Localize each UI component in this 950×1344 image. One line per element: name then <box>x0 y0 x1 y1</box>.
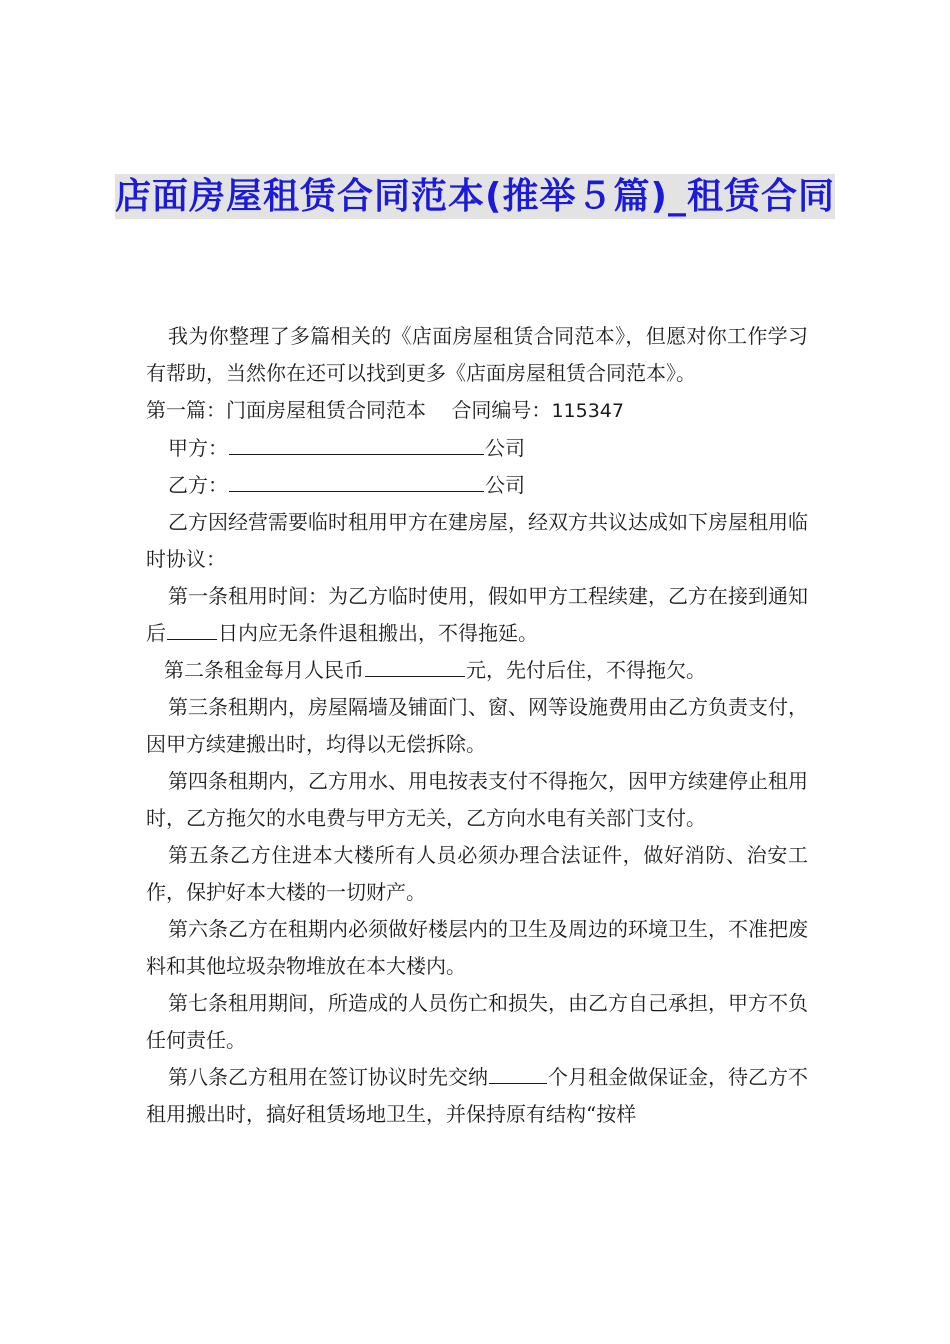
party-b-blank <box>229 469 484 492</box>
contract-number: 115347 <box>551 400 624 422</box>
clause-2-blank <box>365 654 465 677</box>
document-body <box>146 318 808 1133</box>
contract-number-label: 合同编号： <box>451 398 552 422</box>
section-heading: 第一篇：门面房屋租赁合同范本 <box>146 398 426 422</box>
party-a-suffix: 公司 <box>485 436 525 460</box>
clause-6: 第六条乙方在租期内必须做好楼层内的卫生及周边的环境卫生，不准把废料和其他垃圾杂物堆放在本大楼内。 <box>146 917 808 978</box>
clause-2 <box>146 652 808 689</box>
party-b-line <box>146 467 808 504</box>
clause-7: 第七条租用期间，所造成的人员伤亡和损失，由乙方自己承担，甲方不负任何责任。 <box>146 991 808 1052</box>
document-title: 店面房屋租赁合同范本(推举５篇)_租赁合同 <box>115 176 835 217</box>
party-b-suffix: 公司 <box>485 473 525 497</box>
party-b-label: 乙方： <box>168 473 228 497</box>
clause-2-text-a: 第二条租金每月人民币 <box>164 658 364 682</box>
intro-paragraph: 我为你整理了多篇相关的《店面房屋租赁合同范本》，但愿对你工作学习有帮助，当然你在还可以找到更多《店面房屋租赁合同范本》。 <box>146 324 808 385</box>
clause-3: 第三条租期内，房屋隔墙及铺面门、窗、网等设施费用由乙方负责支付，因甲方续建搬出时，均得以无偿拆除。 <box>146 695 808 756</box>
clause-8-text-b: 个月租金做保证金，待乙方不租用搬出时，搞好租赁场地卫生，并保持原有结构“按样 <box>146 1065 808 1126</box>
title-block <box>0 172 950 222</box>
party-a-blank <box>229 432 484 455</box>
clause-1-blank <box>167 617 217 640</box>
clause-5: 第五条乙方住进本大楼所有人员必须办理合法证件，做好消防、治安工作，保护好本大楼的一切财产。 <box>146 843 808 904</box>
clause-8-blank <box>489 1061 547 1084</box>
clause-4: 第四条租期内，乙方用水、用电按表支付不得拖欠，因甲方续建停止租用时，乙方拖欠的水电费与甲方无关，乙方向水电有关部门支付。 <box>146 769 808 830</box>
party-a-line <box>146 430 808 467</box>
section-heading-line <box>146 392 808 430</box>
clause-1 <box>146 578 808 652</box>
clause-2-text-b: 元，先付后住，不得拖欠。 <box>466 658 706 682</box>
clause-1-text-a: 第一条租用时间：为乙方临时使用，假如甲方工程续建，乙方在接到通知后 <box>146 584 808 645</box>
party-a-label: 甲方： <box>168 436 228 460</box>
clause-1-text-b: 日内应无条件退租搬出，不得拖延。 <box>218 621 538 645</box>
clause-8 <box>146 1059 808 1133</box>
preamble-paragraph: 乙方因经营需要临时租用甲方在建房屋，经双方共议达成如下房屋租用临时协议： <box>146 510 808 571</box>
clause-8-text-a: 第八条乙方租用在签订协议时先交纳 <box>168 1065 488 1089</box>
